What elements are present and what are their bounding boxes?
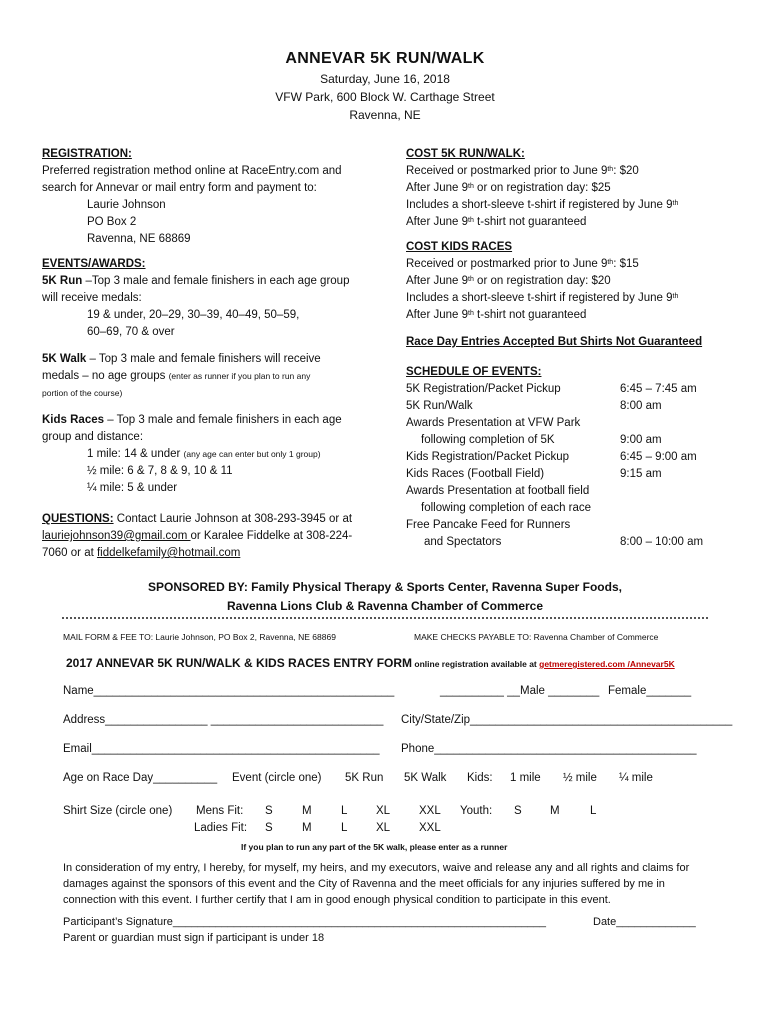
shirt-size-label: Shirt Size (circle one) (63, 805, 173, 817)
name-field[interactable]: Name_______________________________________________ (63, 685, 395, 697)
questions (42, 511, 352, 528)
age-field[interactable]: Age on Race Day__________ (63, 772, 218, 784)
waiver-line: In consideration of my entry, I hereby, for myself, my heirs, and my executors, waive and release any and all rights and claims for (63, 862, 690, 874)
waiver (63, 860, 689, 908)
schedule-event: Awards Presentation at VFW Park (406, 417, 581, 429)
schedule-list (406, 381, 702, 551)
event-option-1-mile[interactable]: 1 mile (510, 772, 541, 784)
left-column (42, 146, 352, 562)
mens-size-option[interactable]: S (265, 805, 273, 817)
event-option-half-mile[interactable]: ½ mile (563, 772, 597, 784)
city-state-zip-field[interactable]: City/State/Zip_________________________________________ (401, 714, 733, 726)
youth-size-option[interactable]: L (590, 805, 597, 817)
cost-text: t-shirt not guaranteed (473, 309, 587, 321)
kids-distance: ¼ mile: 5 & under (87, 482, 178, 494)
female-field[interactable]: Female_______ (608, 685, 692, 697)
sup: th (607, 259, 614, 266)
schedule-item (406, 432, 702, 449)
walk-note-cont: portion of the course) (42, 388, 123, 398)
checks-payable: MAKE CHECKS PAYABLE TO: Ravenna Chamber of Commerce (414, 632, 659, 642)
schedule-item (406, 483, 702, 500)
schedule-time: 8:00 am (620, 400, 662, 412)
mens-size-option[interactable]: M (302, 805, 312, 817)
age-groups: 19 & under, 20–29, 30–39, 40–49, 50–59, (87, 309, 300, 321)
schedule-event: Awards Presentation at football field (406, 485, 590, 497)
waiver-line: connection with this event. I further certify that I am in good enough physical condition to participate in this event. (63, 894, 611, 906)
schedule-event: 5K Registration/Packet Pickup (406, 383, 561, 395)
cost-text: Received or postmarked prior to June 9 (406, 165, 608, 177)
schedule-event: following completion of each race (421, 502, 592, 514)
sup: th (468, 276, 474, 283)
questions-text: 7060 or at (42, 547, 97, 559)
page-title: ANNEVAR 5K RUN/WALK (285, 50, 485, 67)
name-extra-field[interactable]: __________ __ (440, 685, 520, 697)
mail-to: MAIL FORM & FEE TO: Laurie Johnson, PO Box 2, Ravenna, NE 68869 (63, 632, 336, 642)
schedule-item (406, 398, 702, 415)
ladies-size-option[interactable]: XXL (419, 822, 441, 834)
event-option-5k-run[interactable]: 5K Run (345, 772, 384, 784)
cost-line (406, 214, 702, 231)
cost-line (406, 307, 702, 324)
registration-heading: REGISTRATION: (42, 148, 132, 160)
sup: th (468, 310, 474, 317)
mens-size-option[interactable]: XXL (419, 805, 441, 817)
cost-text: After June 9 (406, 275, 469, 287)
email-field[interactable]: Email_____________________________________________ (63, 743, 380, 755)
sup: th (468, 217, 474, 224)
youth-label: Youth: (460, 805, 493, 817)
event-date: Saturday, June 16, 2018 (320, 72, 450, 86)
mens-fit-label: Mens Fit: (196, 805, 244, 817)
walk-award (42, 351, 352, 368)
sup: th (672, 293, 679, 300)
right-column (406, 146, 702, 551)
schedule-event: Free Pancake Feed for Runners (406, 519, 571, 531)
schedule-event: following completion of 5K (421, 434, 555, 446)
kids-1mile: 1 mile: 14 & under (87, 448, 184, 460)
schedule-item (406, 449, 702, 466)
online-registration-link[interactable]: getmeregistered.com /Annevar5K (539, 659, 675, 669)
cut-line (62, 617, 708, 619)
schedule-time: 8:00 – 10:00 am (620, 536, 704, 548)
form-title: 2017 ANNEVAR 5K RUN/WALK & KIDS RACES ENTRY FORM (66, 656, 413, 670)
youth-size-option[interactable]: S (514, 805, 522, 817)
questions-cont (42, 528, 352, 545)
schedule-item (406, 517, 702, 534)
walk-text: – Top 3 male and female finishers will receive (86, 353, 321, 365)
cost-text: Includes a short-sleeve t-shirt if registered by June 9 (406, 199, 673, 211)
mail-address-line: PO Box 2 (87, 216, 137, 228)
registration-line: Preferred registration method online at RaceEntry.com and (42, 165, 342, 177)
male-field[interactable]: Male ________ (520, 685, 600, 697)
email-link[interactable]: lauriejohnson39@gmail.com (42, 530, 191, 542)
date-field[interactable]: Date_____________ (593, 916, 696, 928)
kids-distance: ½ mile: 6 & 7, 8 & 9, 10 & 11 (87, 465, 233, 477)
mens-size-option[interactable]: XL (376, 805, 391, 817)
questions-label: QUESTIONS: (42, 513, 114, 525)
cost-line (406, 197, 702, 214)
ladies-size-option[interactable]: L (341, 822, 348, 834)
signature-field[interactable]: Participant’s Signature_____________________________________________________________ (63, 916, 547, 928)
cost-text: After June 9 (406, 182, 469, 194)
race-day-notice: Race Day Entries Accepted But Shirts Not Guaranteed (406, 336, 703, 348)
cost-line (406, 290, 702, 307)
email-link[interactable]: fiddelkefamily@hotmail.com (96, 547, 241, 559)
address-field[interactable]: Address________________ ___________________________ (63, 714, 384, 726)
youth-size-option[interactable]: M (550, 805, 560, 817)
event-city: Ravenna, NE (349, 108, 421, 122)
questions-text: or Karalee Fiddelke at 308-224- (190, 530, 353, 542)
events-heading: EVENTS/AWARDS: (42, 258, 146, 270)
ladies-size-option[interactable]: S (265, 822, 273, 834)
waiver-line: damages against the sponsors of this event and the City of Ravenna and the meet officials for any injuries suffered by me in (63, 878, 665, 890)
kids-award (42, 412, 352, 429)
runner-note: If you plan to run any part of the 5K walk, please enter as a runner (241, 842, 508, 852)
event-option-quarter-mile[interactable]: ¼ mile (619, 772, 653, 784)
questions-cont (42, 545, 352, 562)
cost-text: t-shirt not guaranteed (473, 216, 587, 228)
schedule-item (406, 381, 702, 398)
mail-address-line: Ravenna, NE 68869 (87, 233, 191, 245)
schedule-event: Kids Registration/Packet Pickup (406, 451, 569, 463)
cost-line (406, 256, 702, 273)
schedule-item (406, 415, 702, 432)
ladies-fit-label: Ladies Fit: (194, 822, 248, 834)
cost-line (406, 273, 702, 290)
kids-distance (42, 446, 352, 463)
schedule-event: Kids Races (Football Field) (406, 468, 545, 480)
cost-line (406, 180, 702, 197)
walk-note: (enter as runner if you plan to run any (168, 371, 311, 381)
ladies-size-option[interactable]: XL (376, 822, 391, 834)
cost-text: : $20 (613, 165, 639, 177)
event-option-5k-walk[interactable]: 5K Walk (404, 772, 447, 784)
event-kids-label: Kids: (467, 772, 493, 784)
schedule-time: 9:15 am (620, 468, 662, 480)
ladies-size-option[interactable]: M (302, 822, 312, 834)
kids-1mile-note: (any age can enter but only 1 group) (183, 449, 321, 459)
kids-text: – Top 3 male and female finishers in each age (104, 414, 342, 426)
run-award-cont: will receive medals: (42, 292, 142, 304)
schedule-heading: SCHEDULE OF EVENTS: (406, 366, 542, 378)
schedule-event: 5K Run/Walk (406, 400, 473, 412)
cost-text: After June 9 (406, 309, 469, 321)
schedule-time: 6:45 – 9:00 am (620, 451, 697, 463)
form-title-row (66, 656, 675, 670)
event-place: VFW Park, 600 Block W. Carthage Street (275, 90, 495, 104)
sponsors-line: SPONSORED BY: Family Physical Therapy & Sports Center, Ravenna Super Foods, (148, 580, 622, 594)
cost-text: : $15 (613, 258, 639, 270)
walk-award-cont (42, 368, 352, 385)
run-label: 5K Run (42, 275, 83, 287)
schedule-item (406, 534, 702, 551)
sponsors-line: Ravenna Lions Club & Ravenna Chamber of Commerce (226, 599, 544, 613)
schedule-item (406, 500, 702, 517)
run-text: –Top 3 male and female finishers in each age group (82, 275, 350, 287)
walk-text2: medals – no age groups (42, 370, 169, 382)
walk-label: 5K Walk (42, 353, 87, 365)
cost-text: Received or postmarked prior to June 9 (406, 258, 608, 270)
sup: th (468, 183, 474, 190)
cost-5k-heading: COST 5K RUN/WALK: (406, 148, 525, 160)
cost-text: After June 9 (406, 216, 469, 228)
sup: th (672, 200, 679, 207)
kids-label: Kids Races (42, 414, 105, 426)
schedule-time: 6:45 – 7:45 am (620, 383, 697, 395)
questions-text: Contact Laurie Johnson at 308-293-3945 or at (113, 513, 353, 525)
cost-text: or on registration day: $25 (473, 182, 611, 194)
cost-text: Includes a short-sleeve t-shirt if registered by June 9 (406, 292, 673, 304)
cost-text: or on registration day: $20 (473, 275, 611, 287)
mens-size-option[interactable]: L (341, 805, 348, 817)
online-text: online registration available at (412, 659, 540, 669)
schedule-time: 9:00 am (620, 434, 662, 446)
run-award (42, 273, 352, 290)
kids-award-cont: group and distance: (42, 431, 144, 443)
registration-line: search for Annevar or mail entry form and payment to: (42, 182, 317, 194)
mail-address-line: Laurie Johnson (87, 199, 166, 211)
sup: th (607, 166, 614, 173)
schedule-item (406, 466, 702, 483)
schedule-event: and Spectators (424, 536, 502, 548)
event-label: Event (circle one) (232, 772, 322, 784)
cost-line (406, 163, 702, 180)
age-groups: 60–69, 70 & over (87, 326, 175, 338)
cost-kids-heading: COST KIDS RACES (406, 241, 513, 253)
guardian-note: Parent or guardian must sign if participant is under 18 (63, 932, 325, 944)
phone-field[interactable]: Phone_________________________________________ (401, 743, 697, 755)
